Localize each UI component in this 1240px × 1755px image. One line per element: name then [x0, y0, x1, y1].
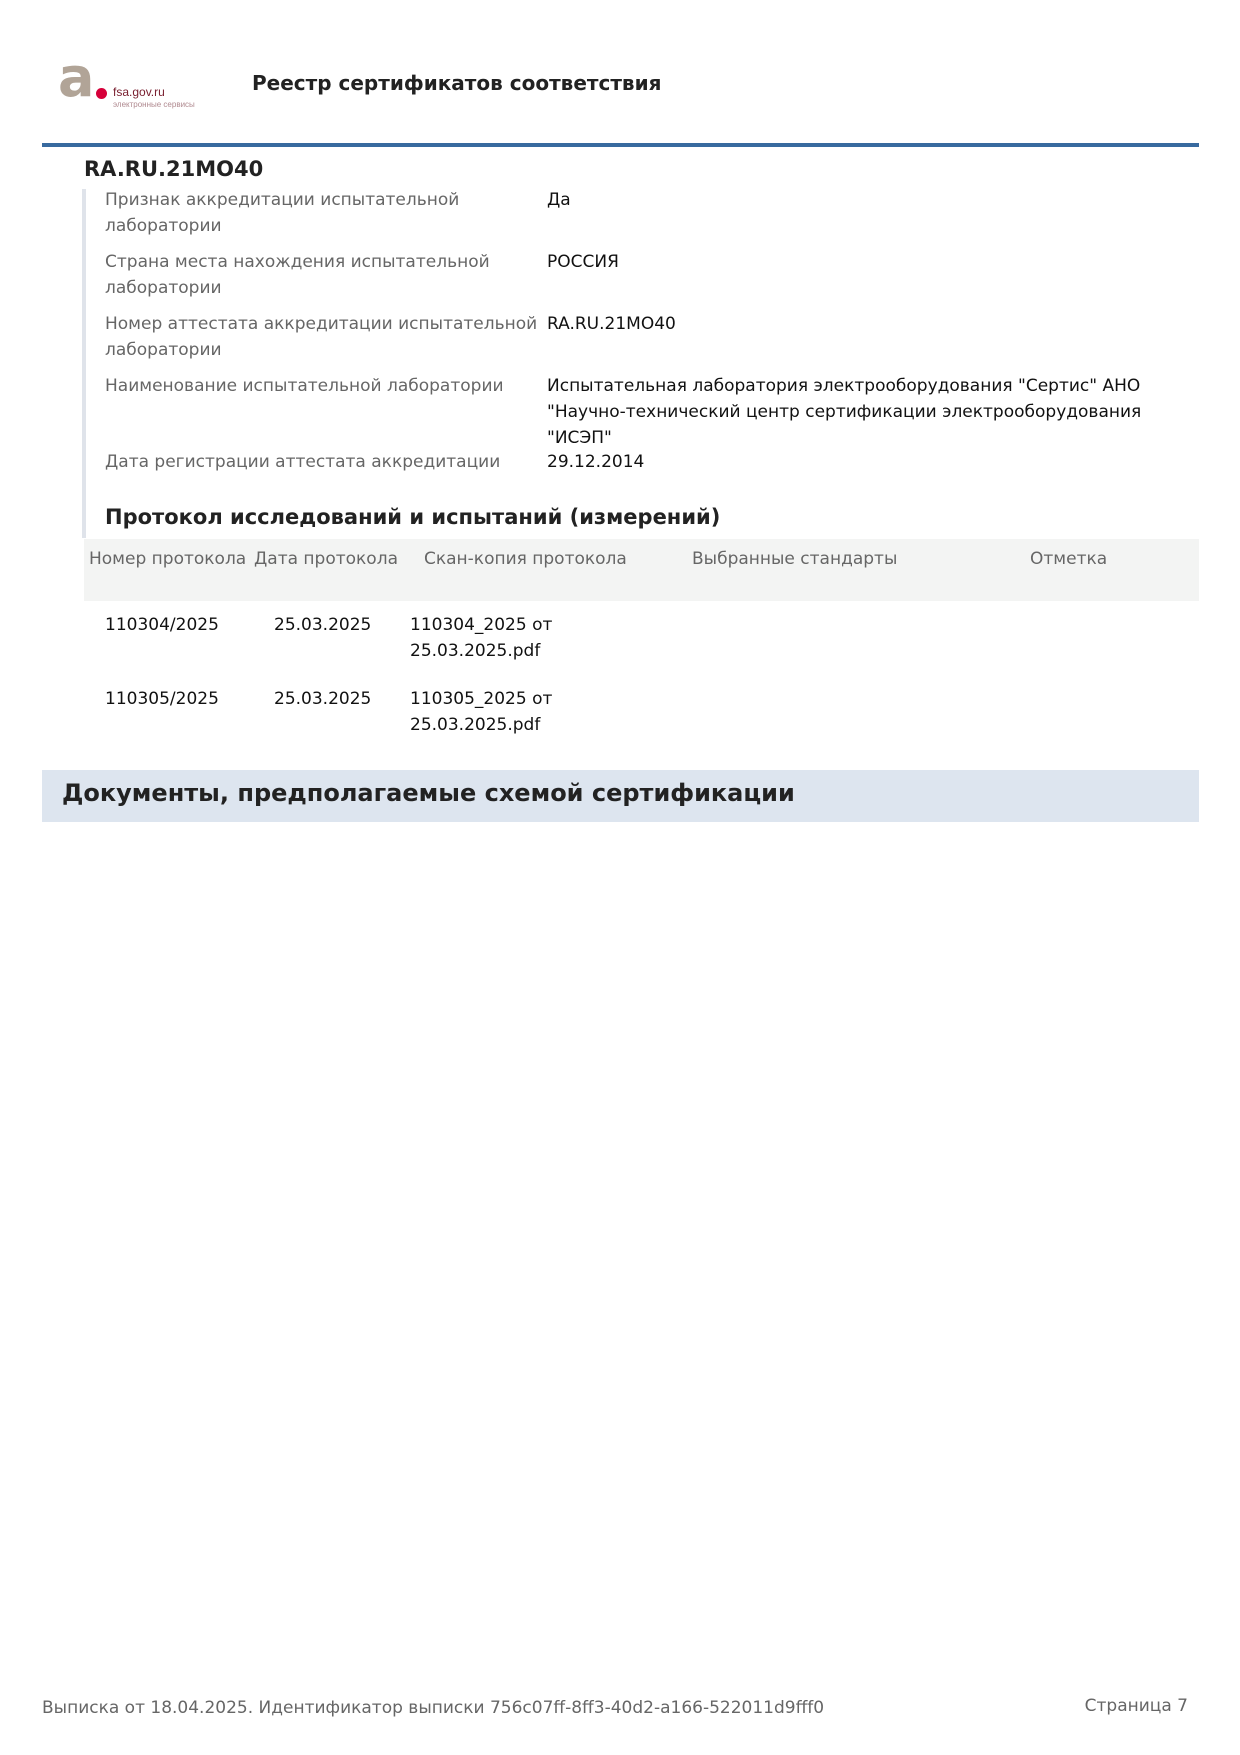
protocol-scan-link[interactable]: 110305_2025 от 25.03.2025.pdf: [410, 689, 553, 735]
protocol-number: 110305/2025: [105, 689, 219, 709]
col-header-mark: Отметка: [1030, 549, 1108, 569]
lab-code-heading: RA.RU.21МО40: [84, 157, 264, 181]
protocols-table-header: [84, 539, 1199, 601]
field-label: Дата регистрации аттестата аккредитации: [105, 452, 501, 472]
logo-site: fsa.gov.ru: [113, 85, 165, 99]
documents-section-band: [42, 770, 1199, 822]
protocols-heading: Протокол исследований и испытаний (измерений): [105, 505, 721, 529]
logo-subtitle: электронные сервисы: [113, 100, 195, 109]
logo-letter: a: [58, 46, 95, 109]
field-label: Наименование испытательной лаборатории: [105, 376, 504, 396]
documents-section-title: Документы, предполагаемые схемой сертификации: [62, 779, 795, 807]
extract-info: Выписка от 18.04.2025. Идентификатор выписки 756c07ff-8ff3-40d2-a166-522011d9fff0: [42, 1698, 825, 1718]
field-value: Испытательная лаборатория электрооборудования "Сертис" АНО "Научно-технический центр сертификации электрооборудования "ИСЭП": [547, 376, 1142, 448]
protocol-date: 25.03.2025: [274, 615, 372, 635]
field-value: RA.RU.21МО40: [547, 314, 676, 334]
page-header: [0, 0, 1240, 146]
field-value: 29.12.2014: [547, 452, 645, 472]
protocol-date: 25.03.2025: [274, 689, 372, 709]
field-label: Страна места нахождения испытательной лаборатории: [105, 252, 490, 298]
fsa-logo[interactable]: [58, 46, 208, 112]
field-value: Да: [547, 190, 571, 210]
protocol-number: 110304/2025: [105, 615, 219, 635]
section-left-bar: [82, 189, 86, 538]
registry-title: Реестр сертификатов соответствия: [252, 71, 662, 95]
protocol-scan-link[interactable]: 110304_2025 от 25.03.2025.pdf: [410, 615, 553, 661]
page-number: Страница 7: [1084, 1696, 1188, 1716]
col-header-standards: Выбранные стандарты: [692, 549, 898, 569]
col-header-number: Номер протокола: [89, 549, 247, 569]
logo-dot-icon: [96, 88, 107, 99]
field-label: Признак аккредитации испытательной лаборатории: [105, 190, 460, 236]
col-header-scan: Скан-копия протокола: [424, 549, 627, 569]
col-header-date: Дата протокола: [254, 549, 398, 569]
field-value: РОССИЯ: [547, 252, 619, 272]
field-label: Номер аттестата аккредитации испытательной лаборатории: [105, 314, 538, 360]
header-divider: [42, 143, 1199, 147]
